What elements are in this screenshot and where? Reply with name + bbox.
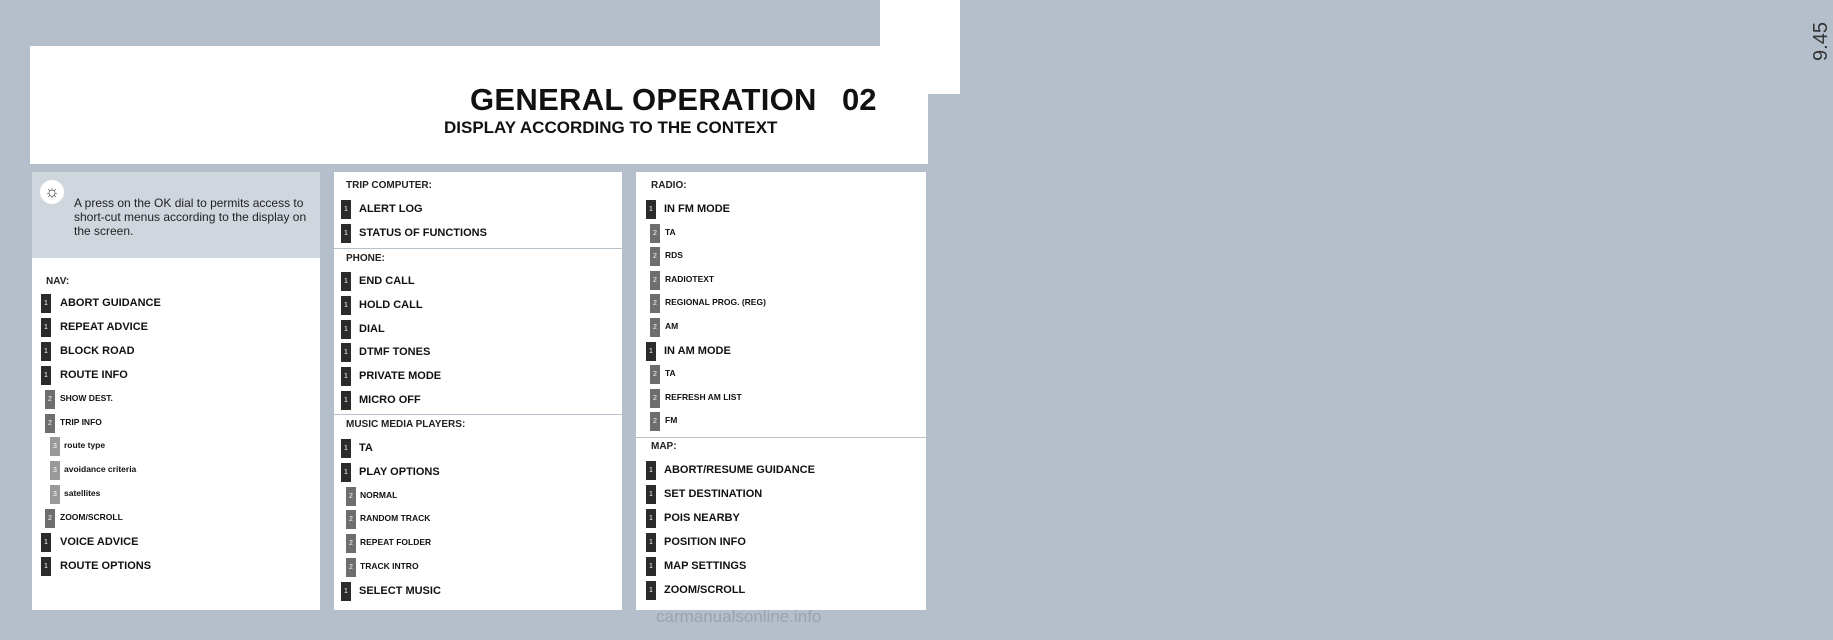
divider [334, 414, 622, 415]
level-badge: 2 [650, 224, 660, 243]
radio-menu-item: RADIOTEXT [665, 273, 715, 284]
nav-menu-item: ROUTE INFO [60, 368, 128, 381]
level-badge: 1 [341, 582, 351, 601]
level-badge: 1 [341, 391, 351, 410]
level-badge: 1 [41, 294, 51, 313]
page-header [30, 46, 928, 164]
level-badge: 1 [341, 224, 351, 243]
phone-menu-item: HOLD CALL [359, 298, 423, 311]
chapter-number: 02 [842, 82, 877, 117]
nav-menu-item: BLOCK ROAD [60, 344, 135, 357]
page-number: 9.45 [1809, 22, 1832, 61]
level-badge: 1 [341, 296, 351, 315]
nav-menu-item: SHOW DEST. [60, 392, 113, 403]
level-badge: 1 [341, 439, 351, 458]
nav-menu-item: VOICE ADVICE [60, 536, 139, 548]
level-badge: 2 [346, 558, 356, 577]
level-badge: 1 [646, 509, 656, 528]
music-menu-item: REPEAT FOLDER [360, 537, 432, 548]
radio-menu-item: IN AM MODE [664, 344, 731, 357]
sun-bulb-icon: ☼ [40, 180, 64, 204]
level-badge: 2 [650, 318, 660, 337]
radio-menu-item: FM [665, 415, 678, 426]
trip-menu-item: ALERT LOG [359, 203, 423, 215]
watermark: carmanualsonline.info [656, 607, 822, 626]
phone-menu-item: END CALL [359, 275, 415, 287]
music-menu-item: PLAY OPTIONS [359, 465, 440, 478]
level-badge: 1 [341, 463, 351, 482]
level-badge: 1 [41, 557, 51, 576]
level-badge: 1 [646, 557, 656, 576]
level-badge: 1 [646, 342, 656, 361]
level-badge: 1 [41, 318, 51, 337]
phone-heading: PHONE: [346, 253, 385, 264]
top-band [0, 0, 880, 46]
level-badge: 2 [45, 390, 55, 409]
music-heading: MUSIC MEDIA PLAYERS: [346, 419, 466, 430]
level-badge: 1 [41, 342, 51, 361]
nav-menu-item: route type [64, 440, 106, 451]
radio-menu-item: RDS [665, 250, 683, 261]
level-badge: 1 [646, 533, 656, 552]
music-menu-item: TRACK INTRO [360, 561, 419, 571]
level-badge: 2 [650, 389, 660, 408]
level-badge: 1 [341, 272, 351, 291]
radio-menu-item: REGIONAL PROG. (REG) [665, 297, 766, 308]
page-title: GENERAL OPERATION [470, 82, 817, 117]
nav-menu-item: avoidance criteria [64, 464, 137, 475]
level-badge: 1 [341, 320, 351, 339]
map-menu-item: POSITION INFO [664, 535, 746, 548]
trip-menu-item: STATUS OF FUNCTIONS [359, 226, 487, 239]
music-menu-item: TA [359, 442, 373, 454]
phone-menu-item: DIAL [359, 322, 385, 335]
level-badge: 3 [50, 485, 60, 504]
nav-menu-item: satellites [64, 488, 101, 499]
divider [636, 437, 926, 438]
radio-menu-item: REFRESH AM LIST [665, 391, 742, 402]
map-menu-item: SET DESTINATION [664, 487, 763, 500]
radio-menu-item: IN FM MODE [664, 203, 730, 215]
phone-menu-item: DTMF TONES [359, 346, 431, 359]
music-menu-item: SELECT MUSIC [359, 584, 441, 597]
divider [334, 248, 622, 249]
level-badge: 2 [650, 271, 660, 290]
tip-text: A press on the OK dial to permits access to short-cut menus according to the display on the screen. [74, 196, 307, 238]
level-badge: 1 [41, 366, 51, 385]
level-badge: 1 [646, 200, 656, 219]
level-badge: 2 [650, 412, 660, 431]
level-badge: 1 [646, 461, 656, 480]
tip-box [32, 172, 320, 258]
music-menu-item: RANDOM TRACK [360, 513, 431, 524]
radio-heading: RADIO: [651, 180, 687, 191]
level-badge: 3 [50, 461, 60, 480]
map-menu-item: MAP SETTINGS [664, 559, 747, 572]
nav-menu-item: REPEAT ADVICE [60, 320, 149, 333]
level-badge: 2 [45, 509, 55, 528]
map-heading: MAP: [651, 441, 677, 452]
level-badge: 1 [341, 343, 351, 362]
nav-menu-item: TRIP INFO [60, 416, 102, 427]
radio-menu-item: AM [665, 321, 679, 331]
nav-menu-item: ROUTE OPTIONS [60, 559, 152, 572]
nav-menu-item: ABORT GUIDANCE [60, 297, 161, 309]
level-badge: 1 [341, 200, 351, 219]
level-badge: 2 [346, 487, 356, 506]
map-menu-item: ZOOM/SCROLL [664, 583, 746, 596]
phone-menu-item: PRIVATE MODE [359, 370, 442, 383]
level-badge: 1 [646, 485, 656, 504]
level-badge: 2 [346, 534, 356, 553]
trip-heading: TRIP COMPUTER: [346, 180, 432, 191]
level-badge: 2 [45, 414, 55, 433]
level-badge: 2 [650, 294, 660, 313]
level-badge: 1 [41, 533, 51, 552]
level-badge: 2 [650, 247, 660, 266]
page-subtitle: DISPLAY ACCORDING TO THE CONTEXT [444, 118, 778, 137]
map-menu-item: ABORT/RESUME GUIDANCE [664, 464, 815, 476]
radio-menu-item: TA [665, 226, 676, 237]
map-menu-item: POIS NEARBY [664, 511, 740, 524]
radio-menu-item: TA [665, 368, 676, 379]
level-badge: 1 [646, 581, 656, 600]
nav-heading: NAV: [46, 276, 70, 287]
level-badge: 1 [341, 367, 351, 386]
level-badge: 2 [346, 510, 356, 529]
level-badge: 3 [50, 437, 60, 456]
nav-menu-item: ZOOM/SCROLL [60, 512, 123, 523]
level-badge: 2 [650, 365, 660, 384]
phone-menu-item: MICRO OFF [359, 394, 421, 406]
music-menu-item: NORMAL [360, 489, 398, 500]
